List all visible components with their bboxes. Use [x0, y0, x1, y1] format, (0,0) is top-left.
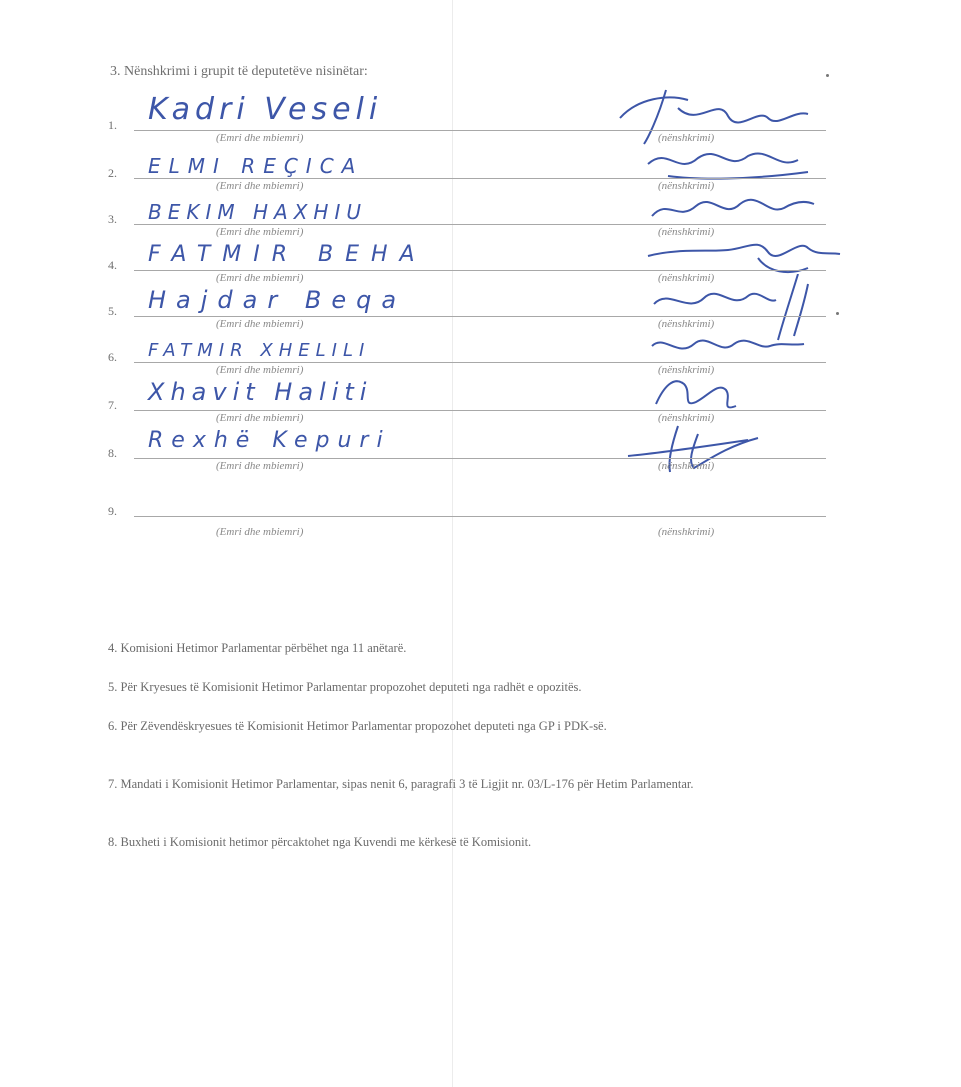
signature-caption: (nënshkrimi) [658, 318, 715, 330]
signature-caption: (nënshkrimi) [658, 272, 715, 284]
signature-caption: (nënshkrimi) [658, 460, 715, 472]
name-caption: (Emri dhe mbiemri) [216, 412, 304, 424]
row-number: 4. [108, 258, 117, 272]
paragraph-8: 8. Buxheti i Komisionit hetimor përcaktohet nga Kuvendi me kërkesë të Komisionit. [108, 835, 532, 849]
handwritten-name: Kadri Veseli [148, 92, 383, 127]
section-title: 3. Nënshkrimi i grupit të deputetëve nisinëtar: [110, 64, 368, 79]
signature-caption: (nënshkrimi) [658, 526, 715, 538]
row-number: 1. [108, 118, 117, 132]
row-number: 7. [108, 398, 117, 412]
signature-line [618, 178, 826, 179]
name-caption: (Emri dhe mbiemri) [216, 460, 304, 472]
signature-line [618, 362, 826, 363]
name-line [134, 410, 660, 411]
handwritten-name: Xhavit Haliti [148, 378, 373, 406]
name-caption: (Emri dhe mbiemri) [216, 132, 304, 144]
signature-line [618, 458, 826, 459]
paragraph-5: 5. Për Kryesues të Komisionit Hetimor Parlamentar propozohet deputeti nga radhët e opozitës. [108, 680, 582, 694]
handwritten-name: BEKIM HAXHIU [148, 200, 367, 224]
name-line [134, 178, 660, 179]
signature-caption: (nënshkrimi) [658, 226, 715, 238]
name-line [134, 316, 660, 317]
handwritten-name: FATMIR XHELILI [148, 340, 371, 361]
signature-caption: (nënshkrimi) [658, 132, 715, 144]
signature-line [618, 410, 826, 411]
name-line [134, 270, 660, 271]
handwritten-name: Hajdar Beqa [148, 286, 407, 314]
signature-line [618, 224, 826, 225]
name-line [134, 224, 660, 225]
row-number: 6. [108, 350, 117, 364]
row-number: 8. [108, 446, 117, 460]
name-caption: (Emri dhe mbiemri) [216, 180, 304, 192]
name-caption: (Emri dhe mbiemri) [216, 364, 304, 376]
signature-caption: (nënshkrimi) [658, 180, 715, 192]
signature-line [618, 130, 826, 131]
handwritten-name: ELMI REÇICA [148, 154, 364, 178]
handwritten-name: FATMIR BEHA [148, 242, 427, 267]
row-number: 2. [108, 166, 117, 180]
paragraph-7: 7. Mandati i Komisionit Hetimor Parlamentar, sipas nenit 6, paragrafi 3 të Ligjit nr. 03/L-176 për Hetim Parlamentar. [108, 777, 694, 791]
paragraph-4: 4. Komisioni Hetimor Parlamentar përbëhet nga 11 anëtarë. [108, 641, 407, 655]
name-line [134, 130, 660, 131]
row-number: 5. [108, 304, 117, 318]
signatory-row [108, 488, 828, 538]
signature-line [618, 270, 826, 271]
signature-drawing [608, 416, 838, 476]
name-caption: (Emri dhe mbiemri) [216, 318, 304, 330]
name-line [134, 458, 660, 459]
handwritten-name: Rexhë Kepuri [148, 428, 391, 453]
name-caption: (Emri dhe mbiemri) [216, 226, 304, 238]
name-line [134, 516, 660, 517]
name-caption: (Emri dhe mbiemri) [216, 272, 304, 284]
name-caption: (Emri dhe mbiemri) [216, 526, 304, 538]
paragraph-6: 6. Për Zëvendëskryesues të Komisionit Hetimor Parlamentar propozohet deputeti nga GP i PDK-së. [108, 719, 607, 733]
signature-line [618, 516, 826, 517]
ink-speck [826, 74, 829, 77]
row-number: 9. [108, 504, 117, 518]
signatory-row [108, 430, 828, 476]
signature-caption: (nënshkrimi) [658, 364, 715, 376]
name-line [134, 362, 660, 363]
row-number: 3. [108, 212, 117, 226]
signature-line [618, 316, 826, 317]
signature-caption: (nënshkrimi) [658, 412, 715, 424]
